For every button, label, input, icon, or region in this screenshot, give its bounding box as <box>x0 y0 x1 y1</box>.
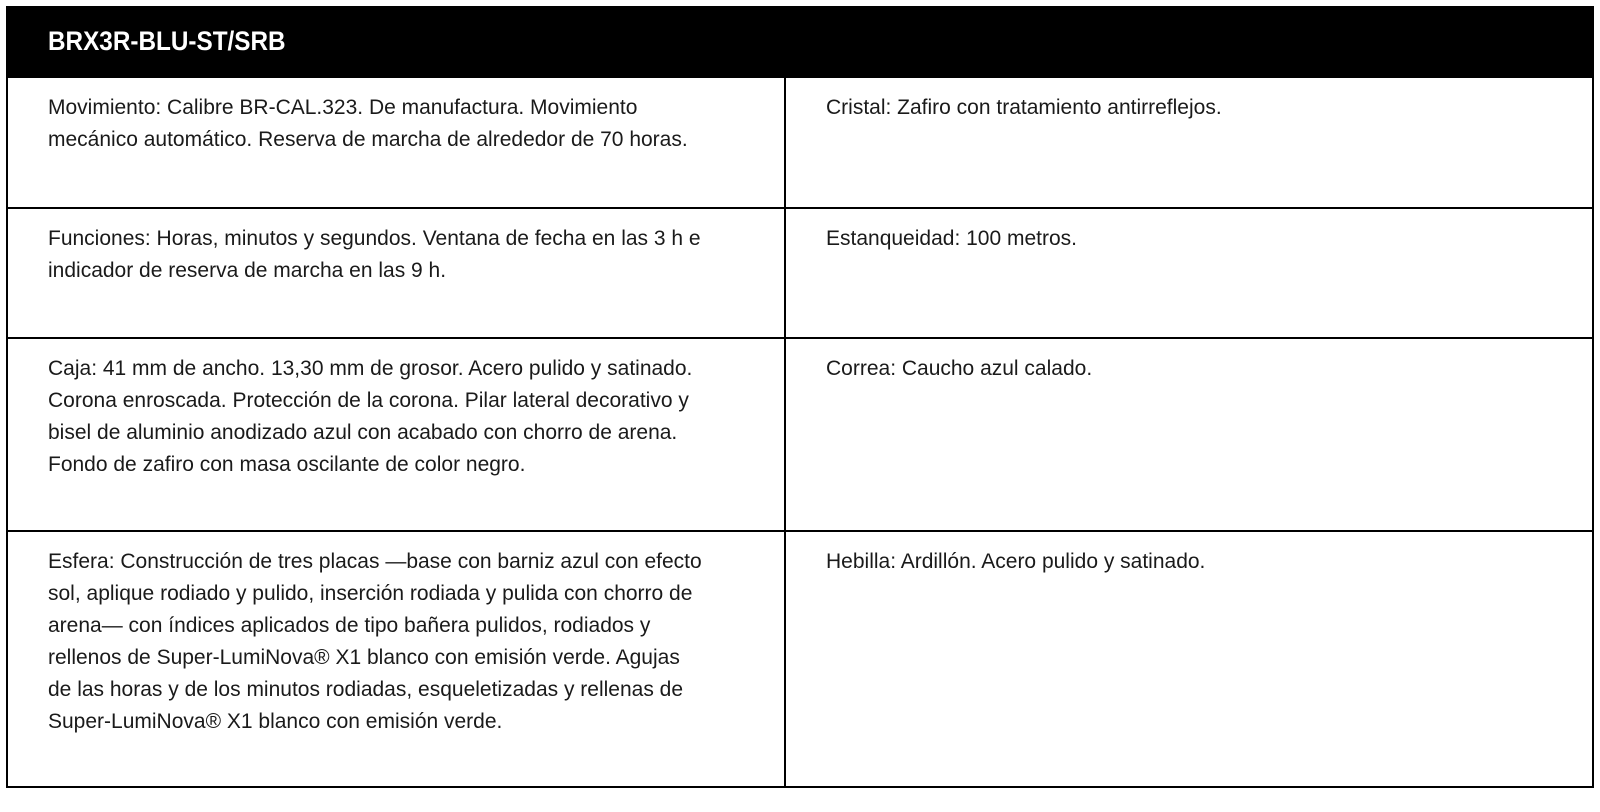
spec-text-case: Caja: 41 mm de ancho. 13,30 mm de grosor. Acero pulido y satinado. Corona enroscada. Protección de la corona. Pilar lateral decorativo y bisel de aluminio anodizado azul con acabado con chorro de arena. Fondo de zafiro con masa oscilante de color negro. <box>48 357 693 476</box>
spec-sheet <box>6 6 1594 788</box>
spec-cell-functions <box>7 208 785 338</box>
spec-row-case <box>7 338 1593 531</box>
spec-row-movement <box>7 77 1593 208</box>
spec-text-buckle: Hebilla: Ardillón. Acero pulido y satinado. <box>826 550 1206 573</box>
spec-cell-crystal <box>785 77 1593 208</box>
spec-text-crystal: Cristal: Zafiro con tratamiento antirreflejos. <box>826 96 1222 119</box>
spec-text-strap: Correa: Caucho azul calado. <box>826 357 1093 380</box>
spec-header <box>6 6 1594 76</box>
spec-table <box>6 76 1594 788</box>
spec-text-water-resistance: Estanqueidad: 100 metros. <box>826 227 1077 250</box>
spec-cell-case <box>7 338 785 531</box>
spec-cell-strap <box>785 338 1593 531</box>
spec-cell-buckle <box>785 531 1593 787</box>
spec-cell-movement <box>7 77 785 208</box>
spec-row-dial <box>7 531 1593 787</box>
spec-text-functions: Funciones: Horas, minutos y segundos. Ventana de fecha en las 3 h e indicador de reserva de marcha en las 9 h. <box>48 227 701 282</box>
spec-cell-dial <box>7 531 785 787</box>
spec-text-dial: Esfera: Construcción de tres placas —base con barniz azul con efecto sol, aplique rodiado y pulido, inserción rodiada y pulida con chorro de arena— con índices aplicados de tipo bañera pulidos, rodiados y rellenos de Super-LumiNova® X1 blanco con emisión verde. Agujas de las horas y de los minutos rodiadas, esqueletizadas y rellenas de Super-LumiNova® X1 blanco con emisión verde. <box>48 550 702 733</box>
spec-row-functions <box>7 208 1593 338</box>
spec-text-movement: Movimiento: Calibre BR-CAL.323. De manufactura. Movimiento mecánico automático. Reserva de marcha de alrededor de 70 horas. <box>48 96 688 151</box>
spec-cell-water-resistance <box>785 208 1593 338</box>
model-reference-title: BRX3R-BLU-ST/SRB <box>48 25 286 56</box>
